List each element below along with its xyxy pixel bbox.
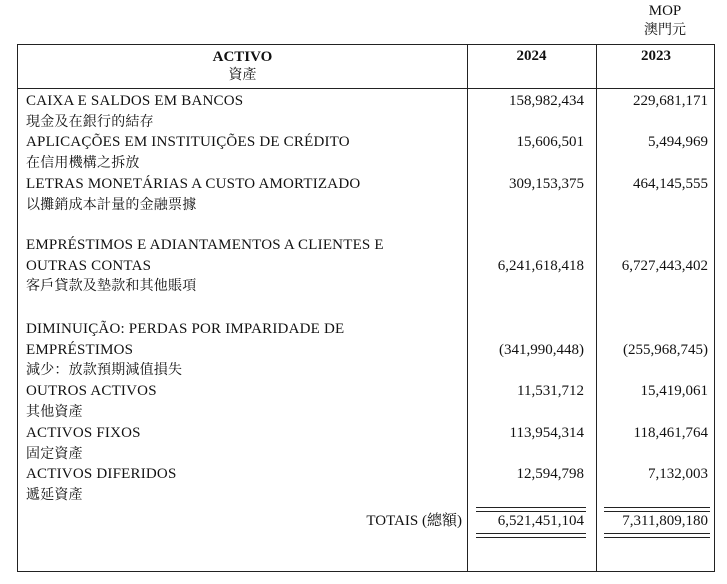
row-label-pt: ACTIVOS DIFERIDOS: [26, 466, 177, 482]
row-label-pt: DIMINUIÇÃO: PERDAS POR IMPARIDADE DE: [26, 321, 345, 337]
value-2024: 113,954,314: [509, 425, 584, 441]
row-label-pt: OUTRAS CONTAS: [26, 257, 152, 274]
row-label-pt: APLICAÇÕES EM INSTITUIÇÕES DE CRÉDITO: [26, 134, 350, 150]
value-2023: 229,681,171: [633, 93, 708, 109]
value-2023: 464,145,555: [633, 176, 708, 192]
section-title: [18, 48, 467, 84]
value-2023: (255,968,745): [623, 341, 708, 358]
balance-sheet-table: [17, 44, 715, 572]
value-2024: (341,990,448): [499, 341, 584, 358]
column-divider: [467, 45, 468, 571]
totals-underline-2024: [476, 533, 586, 538]
row-label-zh: 固定資產: [26, 445, 83, 462]
row-label-pt: ACTIVOS FIXOS: [26, 425, 141, 441]
column-divider: [596, 45, 597, 571]
row-label-zh: 其他資產: [26, 403, 83, 420]
row-label-pt: CAIXA E SALDOS EM BANCOS: [26, 93, 244, 109]
row-label-pt: LETRAS MONETÁRIAS A CUSTO AMORTIZADO: [26, 176, 361, 192]
row-label-pt: EMPRÉSTIMOS: [26, 341, 134, 358]
total-2023: 7,311,809,180: [622, 513, 708, 529]
row-label: [26, 423, 456, 464]
value-2023: 7,132,003: [648, 466, 708, 482]
totals-label: TOTAIS (總額): [366, 513, 462, 529]
value-2023: 118,461,764: [633, 425, 708, 441]
value-2024: 15,606,501: [516, 134, 584, 150]
section-title-zh: 資產: [228, 67, 257, 83]
row-label: [26, 91, 456, 132]
year-2024-header: 2024: [516, 48, 547, 64]
row-label-pt: EMPRÉSTIMOS E ADIANTAMENTOS A CLIENTES E: [26, 237, 384, 253]
value-2023: 15,419,061: [640, 383, 708, 399]
row-label-zh: 在信用機構之拆放: [26, 154, 140, 171]
value-2024: 11,531,712: [517, 383, 584, 399]
total-2024: 6,521,451,104: [497, 513, 584, 529]
currency-header: [625, 2, 705, 40]
row-label-zh: 減少：放款預期減值損失: [26, 362, 183, 378]
row-label: [26, 381, 456, 422]
currency-code: MOP: [648, 3, 682, 19]
row-label-zh: 以攤銷成本計量的金融票據: [26, 196, 197, 213]
row-label: [26, 132, 456, 173]
section-title-pt: ACTIVO: [212, 49, 273, 65]
row-label: [26, 174, 456, 215]
row-label-zh: 遞延資產: [26, 486, 83, 503]
currency-code-zh: 澳門元: [644, 22, 686, 38]
totals-underline-2023: [604, 533, 710, 538]
row-label: [26, 319, 456, 381]
value-2023: 6,727,443,402: [621, 257, 708, 274]
year-2023-header: 2023: [641, 48, 671, 64]
row-label: [26, 235, 456, 297]
value-2024: 6,241,618,418: [497, 257, 584, 274]
value-2024: 158,982,434: [509, 93, 584, 109]
row-label-pt: OUTROS ACTIVOS: [26, 383, 157, 399]
row-label: [26, 464, 456, 505]
value-2023: 5,494,969: [648, 134, 708, 150]
value-2024: 12,594,798: [516, 466, 584, 482]
value-2024: 309,153,375: [509, 176, 584, 192]
row-label-zh: 現金及在銀行的結存: [26, 113, 154, 130]
header-divider: [18, 88, 714, 89]
row-label-zh: 客戶貸款及墊款和其他賬項: [26, 278, 197, 294]
